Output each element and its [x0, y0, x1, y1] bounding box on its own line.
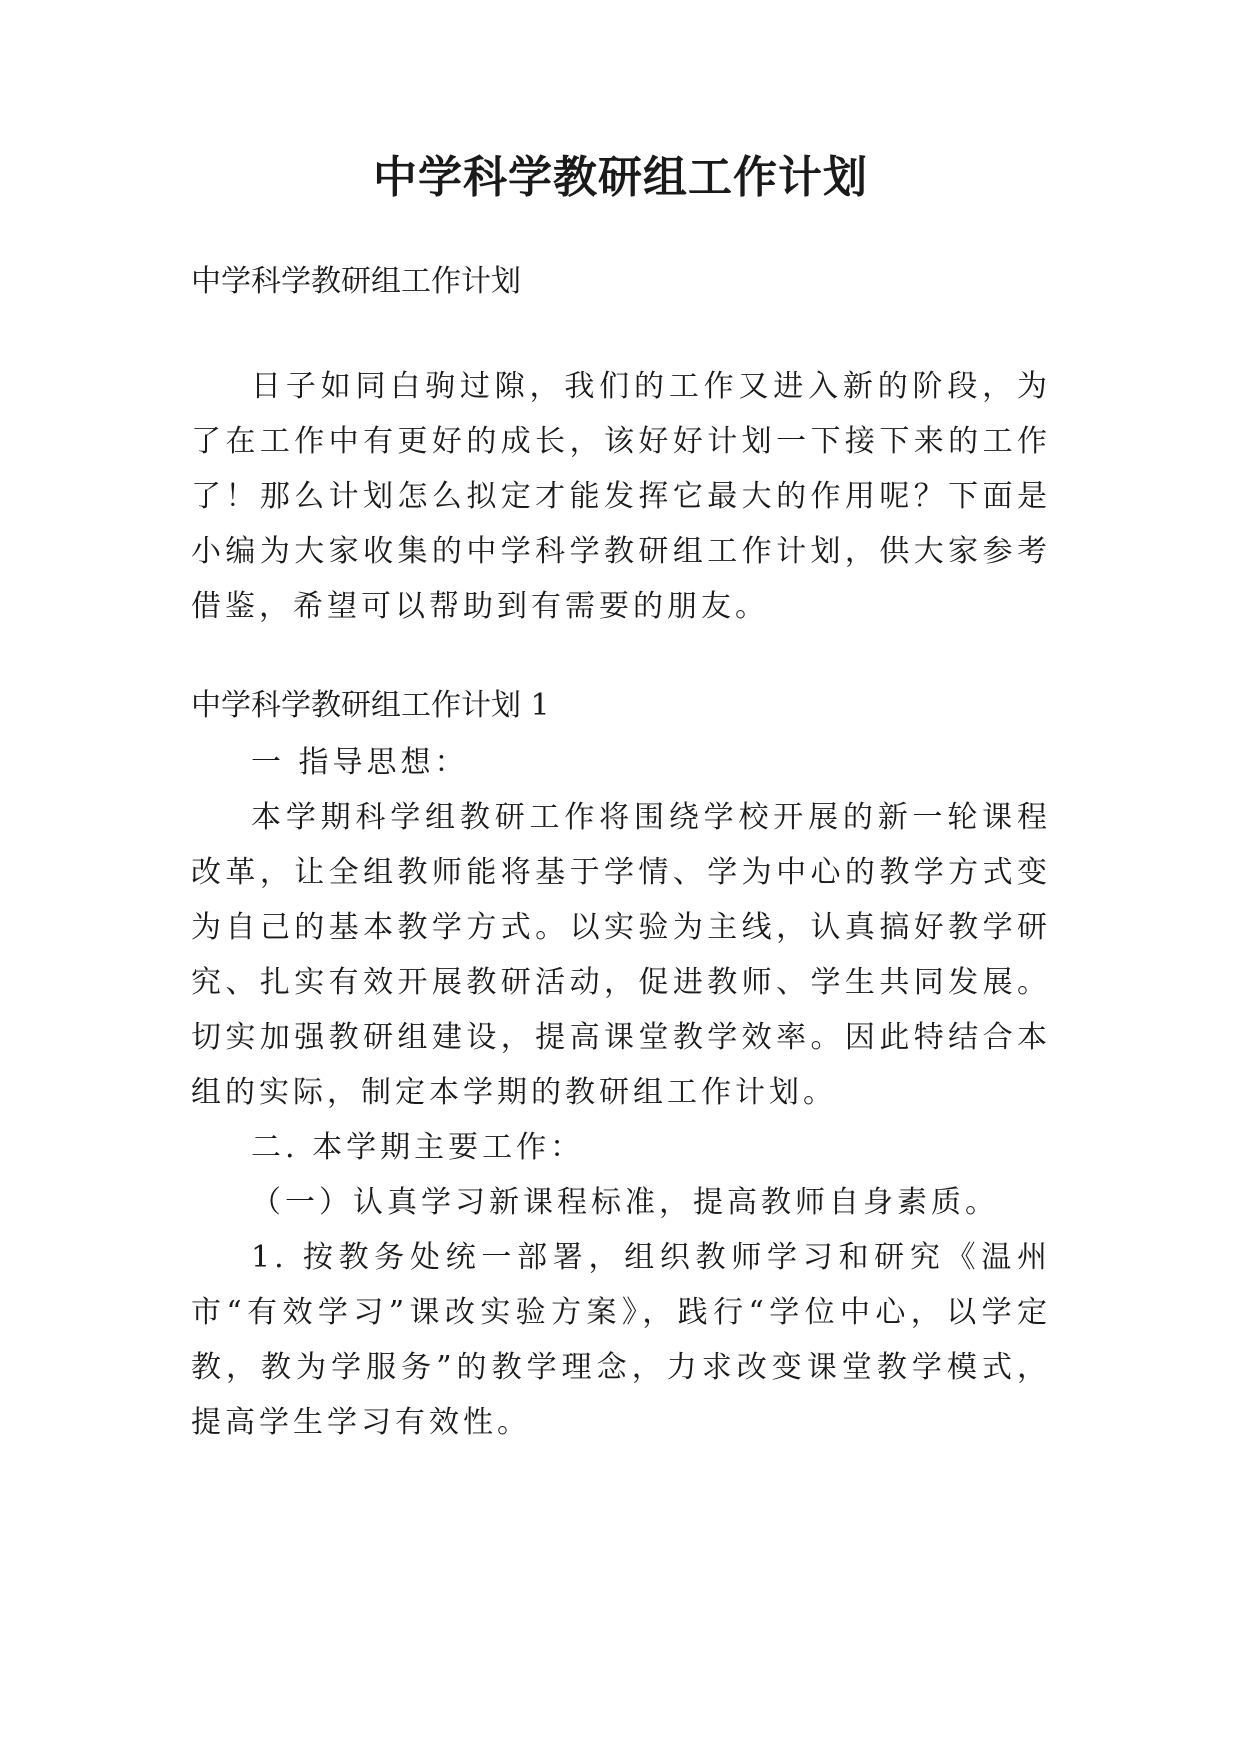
document-title: 中学科学教研组工作计划 — [373, 152, 868, 203]
sub-heading-1: （一）认真学习新课程标准，提高教师自身素质。 — [251, 1185, 999, 1220]
guiding-heading: 一 指导思想： — [251, 745, 469, 780]
intro-paragraph: 日子如同白驹过隙，我们的工作又进入新的阶段，为了在工作中有更好的成长，该好好计划一下接下来的工作了！那么计划怎么拟定才能发挥它最大的作用呢？下面是小编为大家收集的中学科学教研组工作计划，供大家参考借鉴，希望可以帮助到有需要的朋友。 — [191, 369, 1051, 624]
item-1-paragraph: 1. 按教务处统一部署，组织教师学习和研究《温州市“有效学习”课改实验方案》，践行“学位中心，以学定教，教为学服务”的教学理念，力求改变课堂教学模式，提高学生学习有效性。 — [191, 1240, 1051, 1440]
main-work-heading: 二. 本学期主要工作： — [251, 1130, 585, 1165]
document-subtitle: 中学科学教研组工作计划 — [191, 264, 521, 299]
section-title: 中学科学教研组工作计划 1 — [191, 688, 550, 723]
guiding-paragraph: 本学期科学组教研工作将围绕学校开展的新一轮课程改革，让全组教师能将基于学情、学为中心的教学方式变为自己的基本教学方式。以实验为主线，认真搞好教学研究、扎实有效开展教研活动，促进教师、学生共同发展。切实加强教研组建设，提高课堂教学效率。因此特结合本组的实际，制定本学期的教研组工作计划。 — [191, 800, 1051, 1110]
